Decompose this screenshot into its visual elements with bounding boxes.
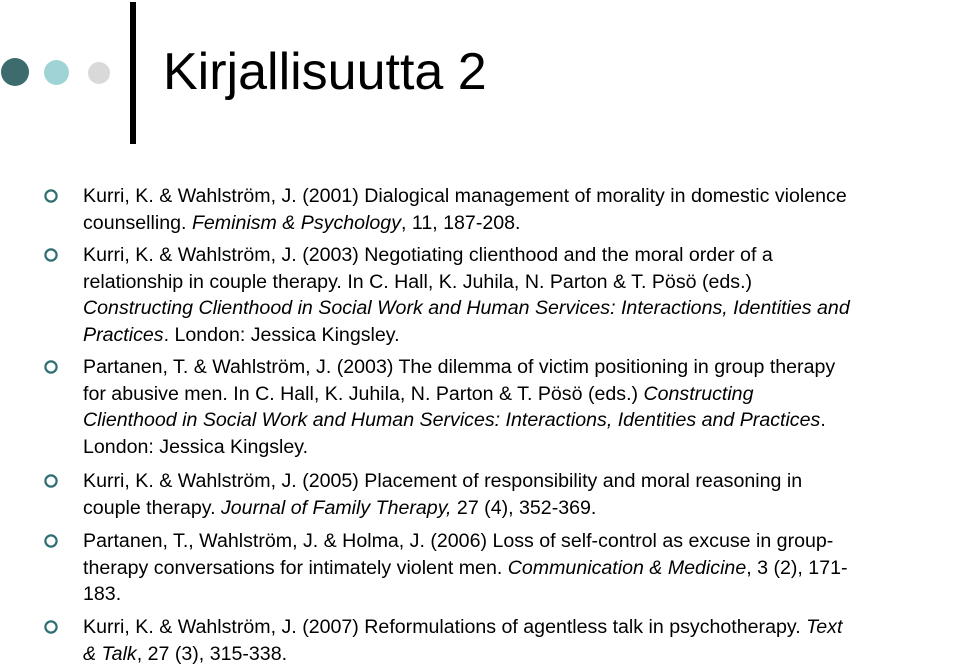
reference-text: counselling. <box>83 212 192 234</box>
reference-italic-text: Communication & Medicine <box>508 557 747 579</box>
reference-text: couple therapy. <box>83 497 221 519</box>
reference-italic-text: & Talk <box>83 643 137 665</box>
reference-line <box>83 354 953 381</box>
reference-line <box>83 434 953 461</box>
reference-line <box>83 322 953 349</box>
reference-item <box>83 242 953 348</box>
reference-item <box>83 468 953 521</box>
reference-text: 27 (4), 352-369. <box>451 497 596 519</box>
reference-text: relationship in couple therapy. In C. Hall, K. Juhila, N. Parton & T. Pösö (eds.) <box>83 271 752 293</box>
reference-line <box>83 614 953 641</box>
reference-line <box>83 555 953 582</box>
reference-text: Partanen, T. & Wahlström, J. (2003) The dilemma of victim positioning in group therapy <box>83 356 835 378</box>
reference-line <box>83 242 953 269</box>
reference-item <box>83 183 953 236</box>
reference-italic-text: Journal of Family Therapy, <box>221 497 452 519</box>
reference-line <box>83 381 953 408</box>
reference-text: 183. <box>83 583 121 605</box>
reference-text: Kurri, K. & Wahlström, J. (2003) Negotiating clienthood and the moral order of a <box>83 244 773 266</box>
reference-line <box>83 528 953 555</box>
reference-item <box>83 614 953 667</box>
reference-item <box>83 354 953 460</box>
slide-title: Kirjallisuutta 2 <box>163 36 487 108</box>
reference-italic-text: Constructing <box>643 383 753 405</box>
circle-outline-bullet-icon <box>43 359 59 375</box>
circle-outline-bullet-icon <box>43 473 59 489</box>
reference-text: Kurri, K. & Wahlström, J. (2007) Reformulations of agentless talk in psychotherapy. <box>83 616 806 638</box>
reference-text: . London: Jessica Kingsley. <box>164 324 400 346</box>
dark-circle-icon <box>1 58 29 86</box>
reference-italic-text: Feminism & Psychology <box>192 212 401 234</box>
reference-line <box>83 407 953 434</box>
teal-circle-icon <box>44 60 69 85</box>
reference-text: London: Jessica Kingsley. <box>83 436 308 458</box>
reference-line <box>83 183 953 210</box>
reference-text: , 27 (3), 315-338. <box>137 643 287 665</box>
title-divider <box>130 2 136 144</box>
reference-line <box>83 269 953 296</box>
reference-line <box>83 468 953 495</box>
reference-text: , 3 (2), 171- <box>746 557 847 579</box>
reference-text: therapy conversations for intimately violent men. <box>83 557 508 579</box>
reference-line <box>83 495 953 522</box>
circle-outline-bullet-icon <box>43 188 59 204</box>
reference-line <box>83 641 953 667</box>
reference-line <box>83 295 953 322</box>
reference-text: Kurri, K. & Wahlström, J. (2001) Dialogical management of morality in domestic violence <box>83 185 847 207</box>
reference-italic-text: Clienthood in Social Work and Human Services: Interactions, Identities and Practices <box>83 409 820 431</box>
reference-line <box>83 581 953 608</box>
circle-outline-bullet-icon <box>43 619 59 635</box>
circle-outline-bullet-icon <box>43 247 59 263</box>
reference-text: Partanen, T., Wahlström, J. & Holma, J. (2006) Loss of self-control as excuse in group- <box>83 530 833 552</box>
circle-outline-bullet-icon <box>43 533 59 549</box>
reference-italic-text: Practices <box>83 324 164 346</box>
reference-text: Kurri, K. & Wahlström, J. (2005) Placement of responsibility and moral reasoning in <box>83 470 802 492</box>
reference-italic-text: Text <box>806 616 842 638</box>
reference-line <box>83 210 953 237</box>
reference-text: , 11, 187-208. <box>401 212 520 234</box>
reference-text: for abusive men. In C. Hall, K. Juhila, N. Parton & T. Pösö (eds.) <box>83 383 643 405</box>
reference-italic-text: Constructing Clienthood in Social Work and Human Services: Interactions, Identities and <box>83 297 850 319</box>
grey-circle-icon <box>88 62 110 84</box>
reference-text: . <box>820 409 825 431</box>
reference-item <box>83 528 953 608</box>
